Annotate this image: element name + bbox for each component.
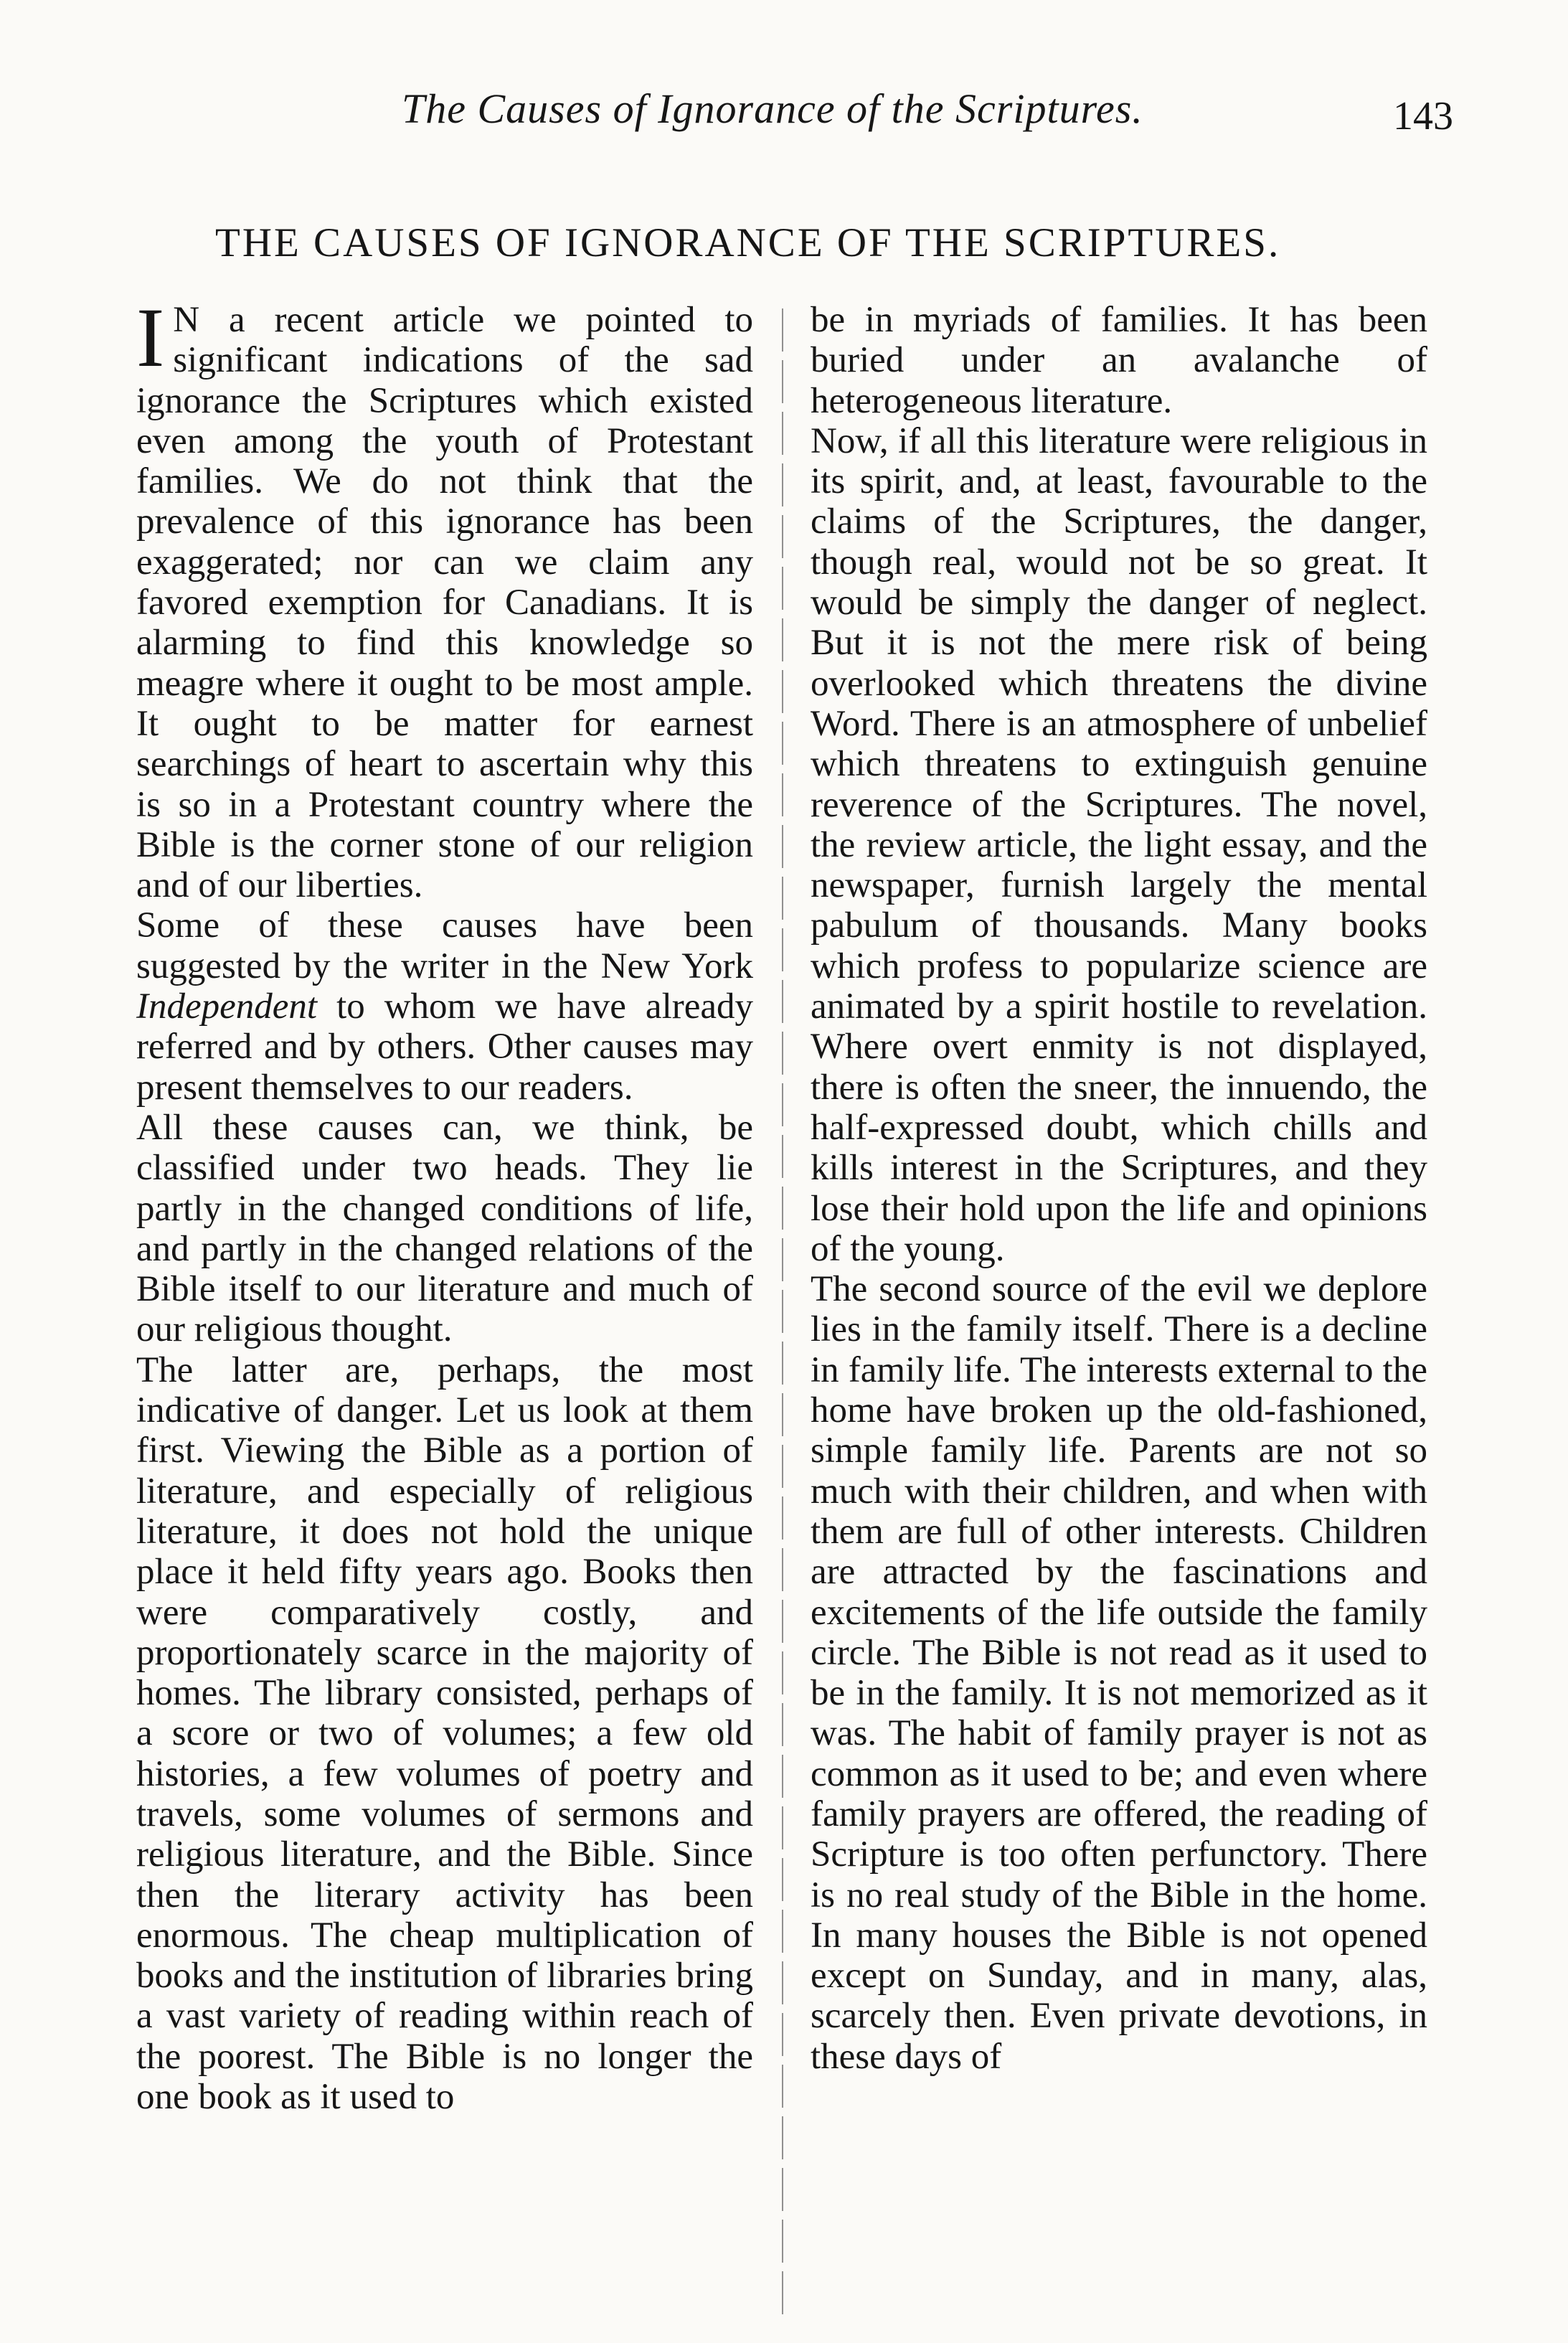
drop-cap: I [136,291,165,385]
paragraph-text: N a recent article we pointed to significant indications of the sad ignorance the Scriptures which existed even among the youth of Protestant families. We do not think that the prevalence of this ignorance has been exaggerated; nor can we claim any favored exemption for Canadians. It is alarming to find this knowledge so meagre where it ought to be most ample. It ought to be matter for earnest searchings of heart to ascertain why this is so in a Protestant country where the Bible is the corner stone of our religion and of our liberties. [136,300,753,906]
paragraph: The latter are, perhaps, the most indicative of danger. Let us look at them first. Viewing the Bible as a portion of literature, and especially of religious literature, it does not hold the unique place it held fifty years ago. Books then were comparatively costly, and proportionately scarce in the majority of homes. The library consisted, perhaps of a score or two of volumes; a few old histories, a few volumes of poetry and travels, some volumes of sermons and religious literature, and the Bible. Since then the literary activity has been enormous. The cheap multiplication of books and the institution of libraries bring a vast variety of reading within reach of the poorest. The Bible is no longer the one book as it used to [136,1349,753,2118]
paragraph: be in myriads of families. It has been buried under an avalanche of heterogeneous literature. [811,300,1427,421]
paragraph: All these causes can, we think, be classified under two heads. They lie partly in the changed conditions of life, and partly in the changed relations of the Bible itself to our literature and much of our religious thought. [136,1107,753,1350]
paragraph: The second source of the evil we deplore lies in the family itself. There is a decline in family life. The interests external to the home have broken up the old-fashioned, simple family life. Parents are not so much with their children, and when with them are full of other interests. Children are attracted by the fascinations and excitements of the life outside the family circle. The Bible is not read as it used to be in the family. It is not memorized as it was. The habit of family prayer is not as common as it used to be; and even where family prayers are offered, the reading of Scripture is too often perfunctory. There is no real study of the Bible in the home. In many houses the Bible is not opened except on Sunday, and in many, alas, scarcely then. Even private devotions, in these days of [811,1269,1427,2077]
article-title: THE CAUSES OF IGNORANCE OF THE SCRIPTURES. [215,220,1281,265]
periodical-title: Independent [136,986,318,1027]
paragraph [136,291,753,906]
paragraph-text: Some of these causes have been suggested by the writer in the New York [136,905,753,986]
page-number: 143 [1393,94,1453,138]
paragraph: Now, if all this literature were religious in its spirit, and, at least, favourable to the claims of the Scriptures, the danger, though real, would not be so great. It would be simply the danger of neglect. But it is not the mere risk of being overlooked which threatens the divine Word. There is an atmosphere of unbelief which threatens to extinguish genuine reverence of the Scriptures. The novel, the review article, the light essay, and the newspaper, furnish largely the mental pabulum of thousands. Many books which profess to popularize science are animated by a spirit hostile to revelation. Where overt enmity is not displayed, there is often the sneer, the innuendo, the half-expressed doubt, which chills and kills interest in the Scriptures, and they lose their hold upon the life and opinions of the young. [811,420,1427,1269]
paragraph [136,905,753,1107]
left-column [136,291,753,2118]
column-divider [782,308,783,2317]
paragraph-text: to whom we have already referred and by others. Other causes may present themselves to our readers. [136,986,753,1108]
right-column [811,300,1427,2077]
running-title: The Causes of Ignorance of the Scriptures. [402,85,1143,132]
